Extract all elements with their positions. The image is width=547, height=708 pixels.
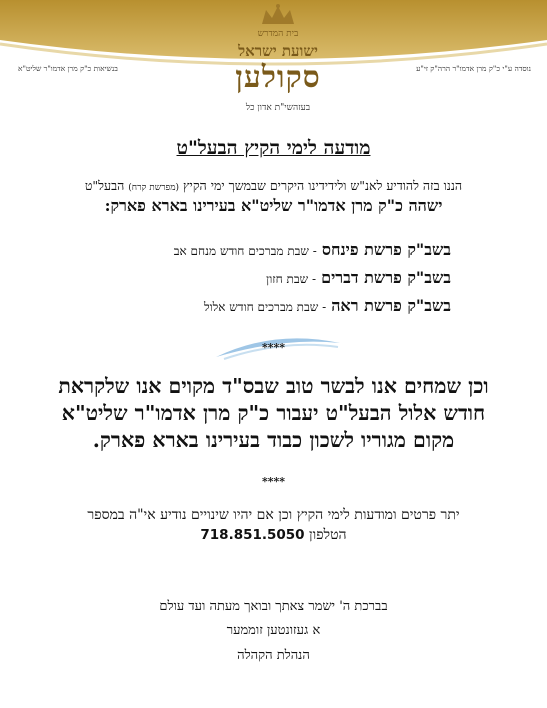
page-title: מודעה לימי הקיץ הבעל"ט — [176, 137, 371, 159]
announcement-line: מקום מגוריו לשכון כבוד בעירינו בארא פארק. — [92, 428, 455, 452]
signoff-line: הנהלת הקהלה — [237, 648, 310, 663]
separator-stars: **** — [261, 475, 285, 488]
logo-top-text: בית המדרש — [257, 29, 299, 39]
header-side-left: בנשיאות כ"ק מרן אדמו"ר שליט"א — [18, 64, 118, 73]
schedule-item-sub: - שבת מברכים חודש אלול — [203, 300, 327, 314]
phone-number: 718.851.5050 — [200, 527, 305, 543]
intro-line-2: ישהה כ"ק מרן אדמו"ר שליט"א בעירינו בארא פארק: — [104, 196, 443, 215]
schedule-item-sub: - שבת מברכים חודש מנחם אב — [173, 244, 317, 258]
schedule-item — [266, 268, 451, 288]
header-side-right: נוסדה ע"י כ"ק מרן אדמו"ר הרה"ק זי"ע — [416, 64, 531, 73]
schedule-item-main: בשב"ק פרשת דברים — [321, 268, 451, 287]
info-line-1: יתר פרטים ומודעות לימי הקיץ וכן אם יהיו שינויים נודיע אי"ה במספר — [87, 507, 460, 523]
logo-name-line1: ישועת ישראל — [238, 42, 318, 60]
announcement-line: וכן שמחים אנו לבשר טוב שבס"ד מקוים אנו שלקראת — [58, 374, 489, 398]
signoff-line: א געזונטען זוממער — [226, 623, 321, 638]
schedule-item-main: בשב"ק פרשת ראה — [331, 296, 451, 315]
schedule-item — [174, 240, 451, 260]
info-line-2 — [0, 527, 547, 544]
signoff-line: בברכת ה' ישמר צאתך ובואך מעתה ועד עולם — [159, 599, 388, 614]
separator-stars: **** — [261, 341, 285, 354]
schedule-item-main: בשב"ק פרשת פינחס — [321, 240, 451, 259]
announcement-line: חודש אלול הבעל"ט יעבור כ"ק מרן אדמו"ר שליט"א — [61, 401, 486, 425]
intro-line-1-small: (מפרשת קרח) — [128, 183, 180, 193]
intro-line-1 — [0, 178, 547, 194]
crown-icon — [258, 4, 298, 26]
intro-line-1-end: הבעל"ט — [84, 178, 125, 193]
schedule-item-sub: - שבת חזון — [266, 272, 317, 286]
intro-line-1-text: הננו בזה להודיע לאנ"ש ולידידינו היקרים שבמשך ימי הקיץ — [183, 178, 463, 193]
congregation-logo — [202, 4, 354, 120]
logo-bottom-text: בעזהשי"ת אדון כל — [245, 103, 311, 113]
logo-name-line2: סקולען — [235, 60, 321, 95]
phone-label: הטלפון — [309, 527, 347, 543]
schedule-item — [204, 296, 451, 316]
